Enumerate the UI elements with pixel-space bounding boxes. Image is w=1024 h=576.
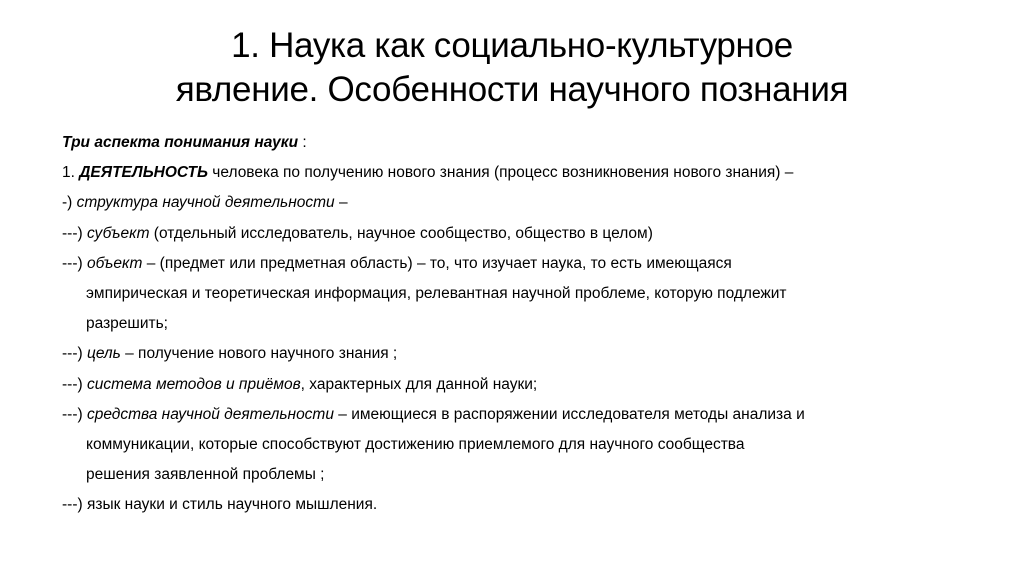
item-means bbox=[62, 400, 1002, 430]
item-methods-emphasis: система методов и приёмов bbox=[86, 375, 301, 393]
item-structure bbox=[62, 188, 1002, 218]
item-goal-text: – получение нового научного знания ; bbox=[120, 345, 398, 363]
item-subject bbox=[62, 219, 1002, 249]
item-activity-text: человека по получению нового знания (процесс возникновения нового знания) – bbox=[207, 164, 794, 182]
item-subject-text: (отдельный исследователь, научное сообщество, общество в целом) bbox=[149, 224, 653, 242]
item-goal bbox=[62, 339, 1002, 369]
item-means-continuation-1: коммуникации, которые способствуют достижению приемлемого для научного сообщества bbox=[86, 436, 745, 454]
aspects-heading-rest: : bbox=[298, 134, 307, 151]
item-goal-prefix: ---) bbox=[62, 345, 87, 363]
slide-title-line-1: 1. Наука как социально-культурное bbox=[231, 26, 793, 65]
item-structure-emphasis: структура научной деятельности bbox=[76, 194, 335, 212]
slide-title bbox=[40, 24, 984, 112]
item-language: ---) язык науки и стиль научного мышления. bbox=[62, 496, 378, 514]
slide-body bbox=[62, 128, 1002, 521]
item-methods bbox=[62, 370, 1002, 400]
item-object-emphasis: объект bbox=[86, 254, 143, 272]
item-activity-emphasis: ДЕЯТЕЛЬНОСТЬ bbox=[79, 164, 208, 182]
item-activity bbox=[62, 158, 1002, 188]
item-structure-text: – bbox=[334, 194, 348, 212]
item-means-emphasis: средства научной деятельности bbox=[86, 405, 334, 423]
aspects-heading-emphasis: Три аспекта понимания науки bbox=[62, 134, 299, 151]
item-object-continuation-2: разрешить; bbox=[86, 315, 168, 333]
item-methods-prefix: ---) bbox=[62, 375, 87, 393]
item-methods-text: , характерных для данной науки; bbox=[300, 375, 538, 393]
item-subject-emphasis: субъект bbox=[86, 224, 150, 242]
item-object-text: – (предмет или предметная область) – то, что изучает наука, то есть имеющаяся bbox=[142, 254, 732, 272]
item-means-text: – имеющиеся в распоряжении исследователя методы анализа и bbox=[333, 405, 805, 423]
item-activity-number: 1. bbox=[62, 164, 80, 182]
aspects-heading bbox=[62, 128, 1002, 158]
slide-title-line-2: явление. Особенности научного познания bbox=[175, 70, 849, 109]
item-structure-prefix: -) bbox=[62, 194, 77, 212]
item-means-prefix: ---) bbox=[62, 405, 87, 423]
item-object-prefix: ---) bbox=[62, 254, 87, 272]
item-object bbox=[62, 249, 1002, 279]
item-subject-prefix: ---) bbox=[62, 224, 87, 242]
item-object-continuation-1: эмпирическая и теоретическая информация, релевантная научной проблеме, которую подлежит bbox=[86, 285, 787, 303]
item-means-continuation-2: решения заявленной проблемы ; bbox=[86, 466, 325, 484]
item-goal-emphasis: цель bbox=[86, 345, 121, 363]
